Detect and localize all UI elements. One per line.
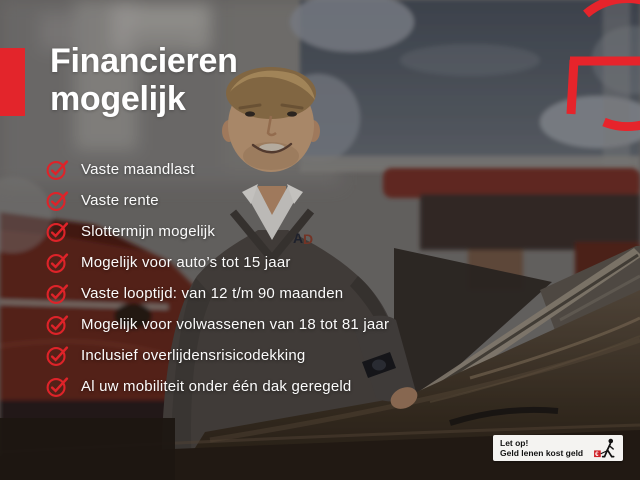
list-item-label: Mogelijk voor volwassenen van 18 tot 81 jaar (81, 316, 390, 333)
list-item-label: Slottermijn mogelijk (81, 223, 216, 240)
list-item (46, 154, 389, 185)
circle-check-icon (46, 158, 69, 181)
circle-check-icon (46, 344, 69, 367)
svg-text:€: € (595, 450, 599, 458)
circle-check-icon (46, 375, 69, 398)
benefits-checklist (46, 154, 389, 402)
page-title-line2: mogelijk (50, 80, 186, 118)
page-title (50, 42, 238, 118)
list-item-label: Vaste rente (81, 192, 159, 209)
person-dragging-euro-icon (593, 438, 619, 459)
accent-bar (0, 48, 25, 116)
list-item (46, 185, 389, 216)
list-item-label: Mogelijk voor auto’s tot 15 jaar (81, 254, 291, 271)
list-item (46, 247, 389, 278)
circle-check-icon (46, 220, 69, 243)
credit-warning-line1: Let op! (500, 438, 529, 448)
list-item-label: Al uw mobiliteit onder één dak geregeld (81, 378, 352, 395)
list-item-label: Vaste maandlast (81, 161, 195, 178)
sweater-badge-letter-a: A (293, 230, 304, 246)
credit-warning-text (500, 438, 593, 458)
brand-logo-mark (560, 0, 640, 138)
list-item (46, 309, 389, 340)
credit-warning-badge (493, 435, 623, 461)
credit-warning-line2: Geld lenen kost geld (500, 448, 584, 458)
list-item (46, 340, 389, 371)
sweater-badge-letter-d: D (303, 231, 314, 247)
list-item (46, 216, 389, 247)
list-item (46, 371, 389, 402)
list-item-label: Inclusief overlijdensrisicodekking (81, 347, 306, 364)
circle-check-icon (46, 282, 69, 305)
circle-check-icon (46, 251, 69, 274)
list-item-label: Vaste looptijd: van 12 t/m 90 maanden (81, 285, 344, 302)
circle-check-icon (46, 189, 69, 212)
circle-check-icon (46, 313, 69, 336)
list-item (46, 278, 389, 309)
page-title-line1: Financieren (50, 42, 238, 80)
